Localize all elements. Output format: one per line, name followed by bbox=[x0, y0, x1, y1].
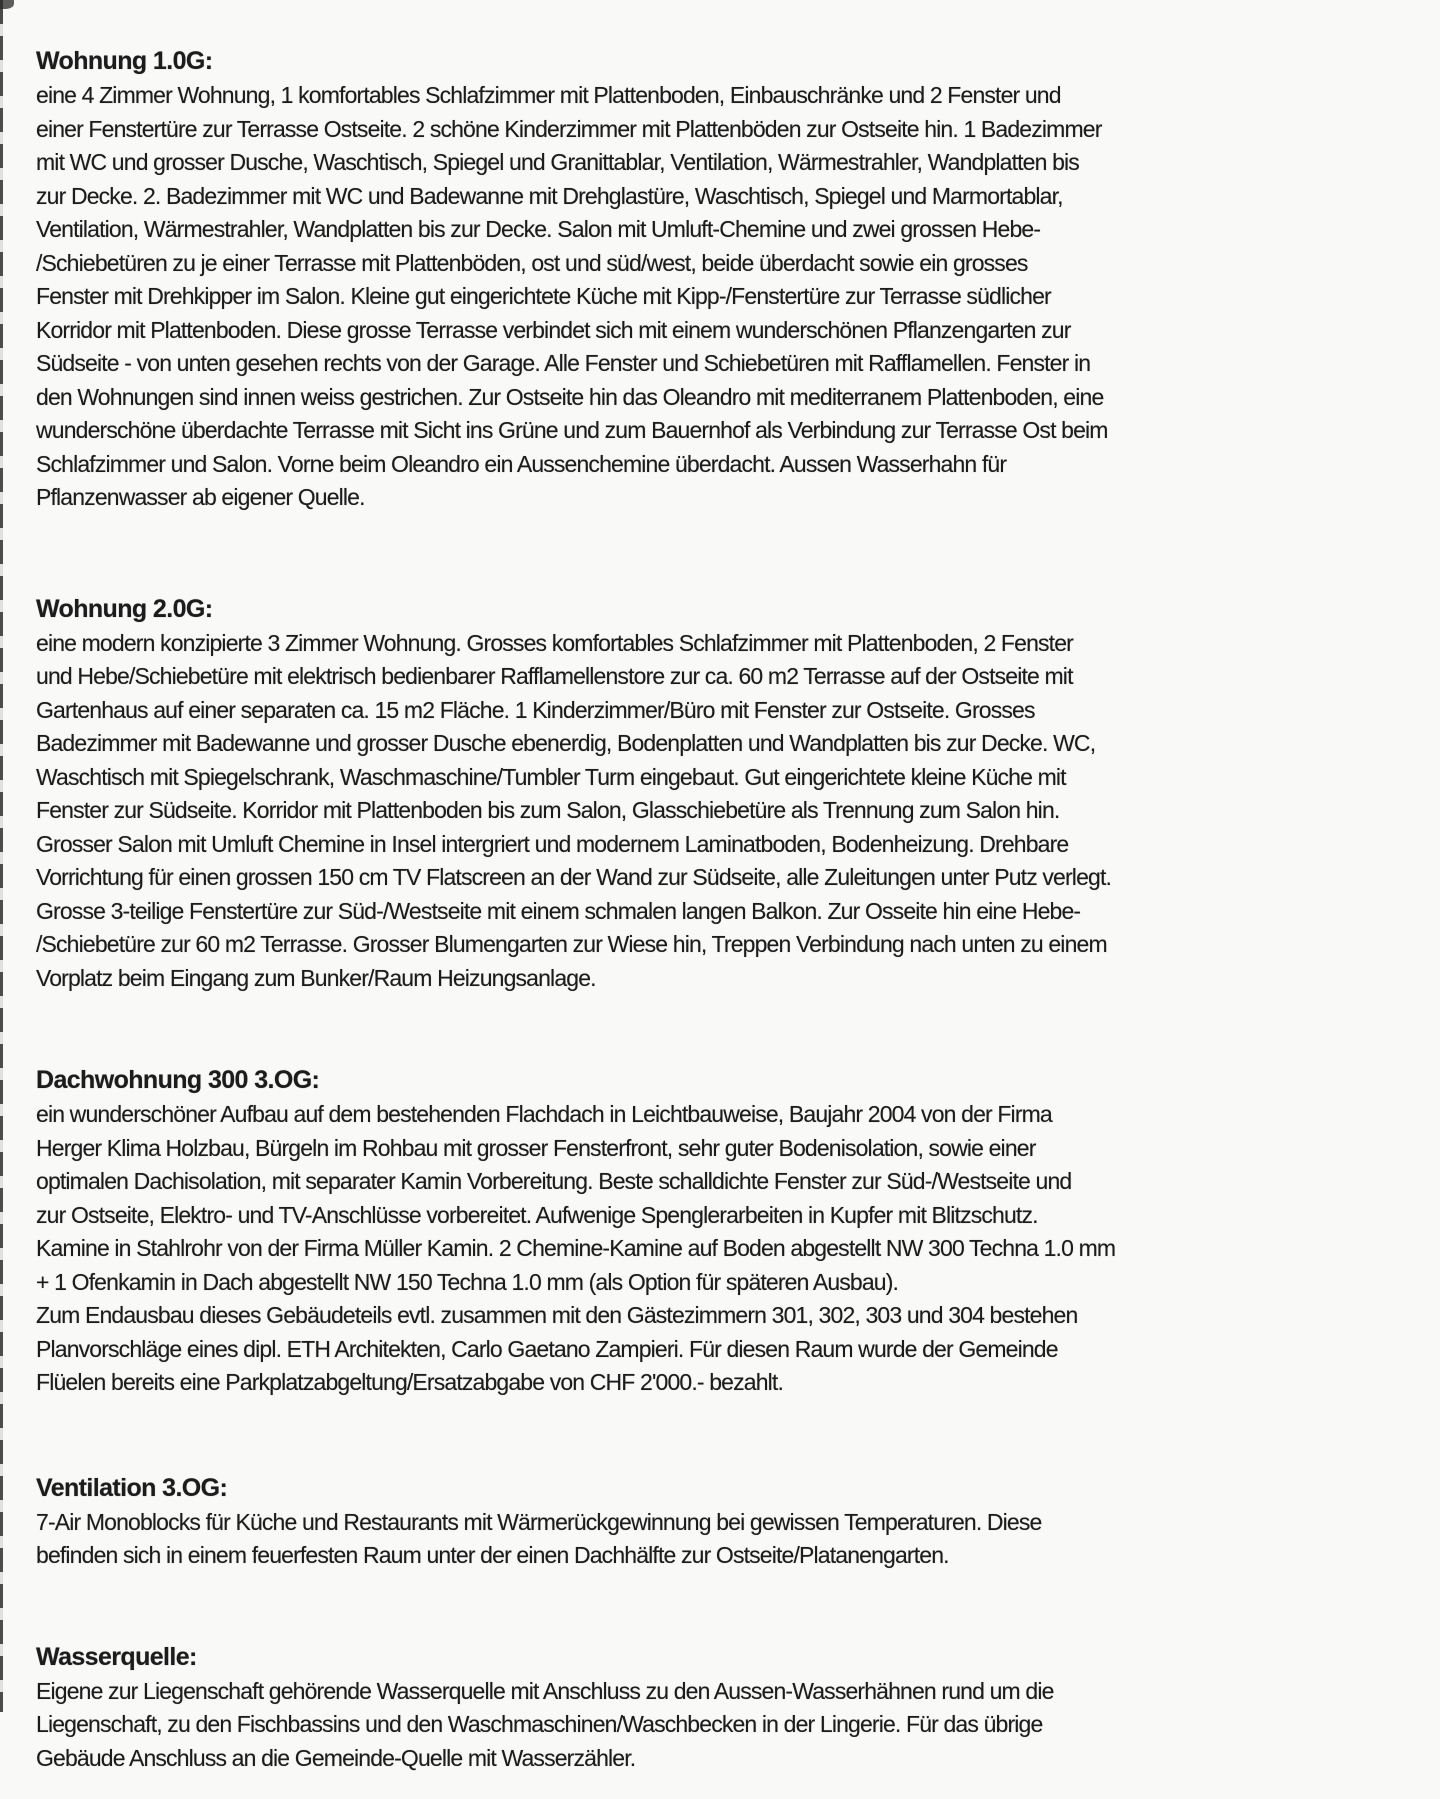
paragraph-line: eine 4 Zimmer Wohnung, 1 komfortables Schlafzimmer mit Plattenboden, Einbauschränke und 2 Fenster und bbox=[36, 82, 1061, 108]
top-left-corner-scan-artifact bbox=[0, 0, 14, 9]
paragraph-line: den Wohnungen sind innen weiss gestrichen. Zur Ostseite hin das Oleandro mit mediterranem Plattenboden, eine bbox=[36, 383, 1104, 410]
paragraph-line: Ventilation, Wärmestrahler, Wandplatten bis zur Decke. Salon mit Umluft-Chemine und zwei grossen Hebe- bbox=[36, 216, 1041, 242]
paragraph-line: Flüelen bereits eine Parkplatzabgeltung/Ersatzabgabe von CHF 2'000.- bezahlt. bbox=[36, 1369, 783, 1395]
paragraph-line: Badezimmer mit Badewanne und grosser Dusche ebenerdig, Bodenplatten und Wandplatten bis zur Decke. WC, bbox=[36, 730, 1096, 756]
section-heading: Dachwohnung 300 3.OG: bbox=[36, 1066, 320, 1094]
document-section bbox=[36, 44, 1412, 515]
paragraph-line: /Schiebetüre zur 60 m2 Terrasse. Grosser Blumengarten zur Wiese hin, Treppen Verbindung nach unten zu einem bbox=[36, 931, 1107, 957]
paragraph-line: Fenster zur Südseite. Korridor mit Plattenboden bis zum Salon, Glasschiebetüre als Trennung zum Salon hin. bbox=[36, 797, 1060, 823]
paragraph-line: eine modern konzipierte 3 Zimmer Wohnung. Grosses komfortables Schlafzimmer mit Plattenboden, 2 Fenster bbox=[36, 629, 1073, 656]
paragraph-line: und Hebe/Schiebetüre mit elektrisch bedienbarer Rafflamellenstore zur ca. 60 m2 Terrasse auf der Ostseite mit bbox=[36, 663, 1073, 689]
section-heading: Wohnung 1.0G: bbox=[36, 47, 213, 75]
paragraph-line: Korridor mit Plattenboden. Diese grosse Terrasse verbindet sich mit einem wunderschönen Pflanzengarten zur bbox=[36, 316, 1071, 343]
paragraph-line: 7-Air Monoblocks für Küche und Restaurants mit Wärmerückgewinnung bei gewissen Temperaturen. Diese bbox=[36, 1508, 1042, 1535]
paragraph-line: zur Ostseite, Elektro- und TV-Anschlüsse vorbereitet. Aufwenige Spenglerarbeiten in Kupfer mit Blitzschutz. bbox=[36, 1201, 1038, 1228]
paragraph-line: Zum Endausbau dieses Gebäudeteils evtl. zusammen mit den Gästezimmern 301, 302, 303 und 304 bestehen bbox=[36, 1302, 1078, 1328]
paragraph-line: optimalen Dachisolation, mit separater Kamin Vorbereitung. Beste schalldichte Fenster zur Süd-/Westseite und bbox=[36, 1168, 1072, 1194]
left-edge-scan-artifact bbox=[0, 0, 3, 1712]
paragraph-line: Gartenhaus auf einer separaten ca. 15 m2 Fläche. 1 Kinderzimmer/Büro mit Fenster zur Ostseite. Grosses bbox=[36, 696, 1035, 723]
document-section bbox=[36, 1063, 1412, 1400]
paragraph-line: Waschtisch mit Spiegelschrank, Waschmaschine/Tumbler Turm eingebaut. Gut eingerichtete kleine Küche mit bbox=[36, 763, 1066, 790]
paragraph-line: Gebäude Anschluss an die Gemeinde-Quelle mit Wasserzähler. bbox=[36, 1744, 636, 1771]
paragraph-line: Grosser Salon mit Umluft Chemine in Insel intergriert und modernem Laminatboden, Bodenheizung. Drehbare bbox=[36, 830, 1069, 857]
paragraph-line: Herger Klima Holzbau, Bürgeln im Rohbau mit grosser Fensterfront, sehr guter Bodenisolation, sowie einer bbox=[36, 1134, 1036, 1161]
paragraph-line: Vorrichtung für einen grossen 150 cm TV Flatscreen an der Wand zur Südseite, alle Zuleitungen unter Putz verlegt. bbox=[36, 864, 1112, 890]
paragraph-line: Planvorschläge eines dipl. ETH Architekten, Carlo Gaetano Zampieri. Für diesen Raum wurde der Gemeinde bbox=[36, 1335, 1058, 1362]
paragraph-line: mit WC und grosser Dusche, Waschtisch, Spiegel und Granittablar, Ventilation, Wärmestrahler, Wandplatten bis bbox=[36, 149, 1079, 175]
paragraph-line: Schlafzimmer und Salon. Vorne beim Oleandro ein Aussenchemine überdacht. Aussen Wasserhahn für bbox=[36, 450, 1007, 477]
paragraph-line: + 1 Ofenkamin in Dach abgestellt NW 150 Techna 1.0 mm (als Option für späteren Ausbau). bbox=[36, 1268, 899, 1295]
paragraph-line: Grosse 3-teilige Fenstertüre zur Süd-/Westseite mit einem schmalen langen Balkon. Zur Osseite hin eine Hebe- bbox=[36, 897, 1081, 924]
paragraph-line: Kamine in Stahlrohr von der Firma Müller Kamin. 2 Chemine-Kamine auf Boden abgestellt NW 300 Techna 1.0 mm bbox=[36, 1235, 1116, 1261]
document-section bbox=[36, 1640, 1412, 1776]
paragraph-line: Fenster mit Drehkipper im Salon. Kleine gut eingerichtete Küche mit Kipp-/Fenstertüre zur Terrasse südlicher bbox=[36, 283, 1051, 309]
section-heading: Ventilation 3.OG: bbox=[36, 1473, 228, 1502]
paragraph-line: Eigene zur Liegenschaft gehörende Wasserquelle mit Anschluss zu den Aussen-Wasserhähnen rund um die bbox=[36, 1677, 1054, 1704]
paragraph-line: wunderschöne überdachte Terrasse mit Sicht ins Grüne und zum Bauernhof als Verbindung zur Terrasse Ost beim bbox=[36, 417, 1108, 443]
paragraph-line: einer Fenstertüre zur Terrasse Ostseite. 2 schöne Kinderzimmer mit Plattenböden zur Ostseite hin. 1 Badezimmer bbox=[36, 115, 1102, 142]
paragraph-line: Liegenschaft, zu den Fischbassins und den Waschmaschinen/Waschbecken in der Lingerie. Für das übrige bbox=[36, 1711, 1043, 1737]
paragraph-line: befinden sich in einem feuerfesten Raum unter der einen Dachhälfte zur Ostseite/Platanengarten. bbox=[36, 1542, 949, 1568]
document-section bbox=[36, 1471, 1412, 1573]
paragraph-line: Südseite - von unten gesehen rechts von der Garage. Alle Fenster und Schiebetüren mit Rafflamellen. Fenster in bbox=[36, 350, 1091, 376]
section-heading: Wohnung 2.0G: bbox=[36, 594, 213, 623]
paragraph-line: /Schiebetüren zu je einer Terrasse mit Plattenböden, ost und süd/west, beide überdacht sowie ein grosses bbox=[36, 249, 1028, 276]
section-heading: Wasserquelle: bbox=[36, 1642, 197, 1671]
paragraph-line: Pflanzenwasser ab eigener Quelle. bbox=[36, 484, 365, 510]
paragraph-line: zur Decke. 2. Badezimmer mit WC und Badewanne mit Drehglastüre, Waschtisch, Spiegel und Marmortablar, bbox=[36, 182, 1063, 209]
document-content bbox=[36, 44, 1412, 1775]
document-section bbox=[36, 592, 1412, 996]
paragraph-line: Vorplatz beim Eingang zum Bunker/Raum Heizungsanlage. bbox=[36, 964, 596, 991]
paragraph-line: ein wunderschöner Aufbau auf dem bestehenden Flachdach in Leichtbauweise, Baujahr 2004 von der Firma bbox=[36, 1101, 1052, 1127]
